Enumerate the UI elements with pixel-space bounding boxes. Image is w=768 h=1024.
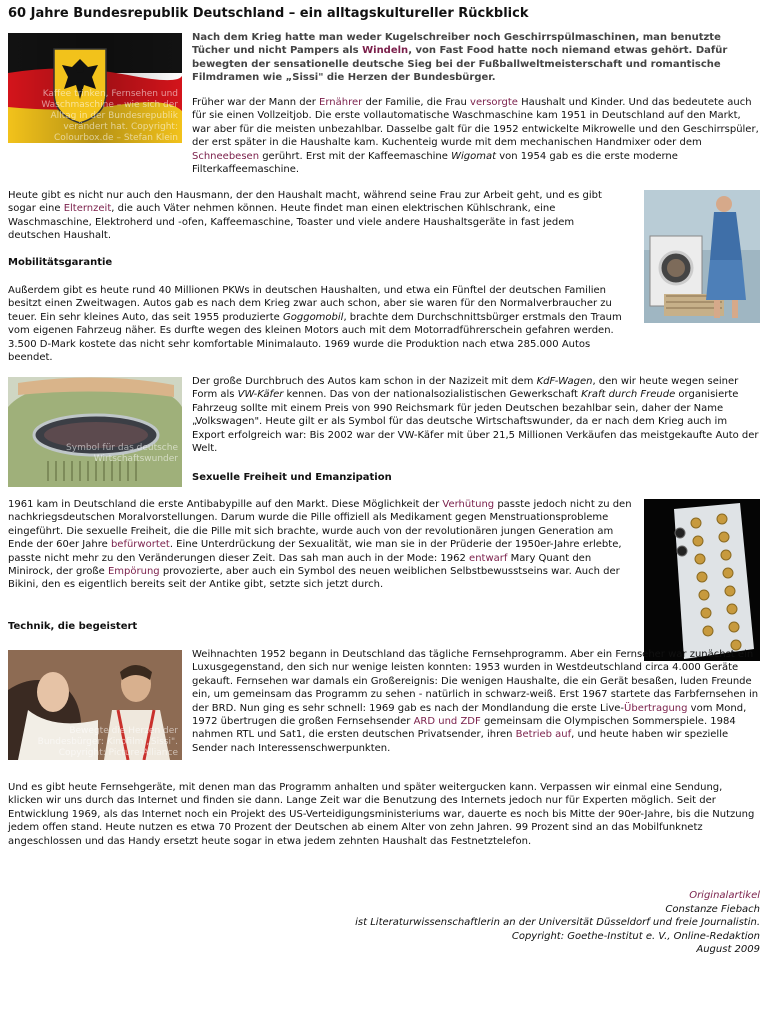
text-vw-kaefer: VW-Käfer: [237, 389, 284, 401]
link-windeln[interactable]: Windeln: [362, 45, 409, 57]
link-entwarf[interactable]: entwarf: [469, 552, 508, 564]
link-ard-zdf[interactable]: ARD und ZDF: [413, 716, 481, 728]
vw-beetle-image: [8, 377, 182, 487]
text-wigomat: Wigomat: [451, 150, 497, 162]
paragraph-frueher: [192, 96, 760, 176]
link-elternzeit[interactable]: Elternzeit: [63, 203, 112, 215]
text: , brachte dem Durchschnittsbürger erstmals den Traum vom eigenen Fahrzeug näher. Es durfte wegen des kleinen Motors auch mit dem Motorradführerschein gefahren werden. 3.500 D-Mark kostete das nicht sehr komfortable Minimalauto. 1969 wurde die Produktion nach etwa 285.000 Autos beendet.: [8, 311, 622, 364]
heading-tech: Technik, die begeistert: [8, 621, 138, 632]
text: vom Mond, 1972 übertrugen die großen Fernsehsender: [192, 702, 747, 728]
text: gerührt. Erst mit der Kaffeemaschine: [259, 150, 452, 162]
washing-machine-image: [644, 190, 760, 323]
text: , den wir heute wegen seiner Form als: [192, 376, 739, 401]
text: , und heute haben wir spezielle Sender nach Interessenschwerpunkten.: [192, 729, 729, 754]
paragraph-mobility-1: [8, 284, 628, 364]
flag-image: [8, 33, 182, 143]
paragraph-tech-2: [8, 781, 760, 848]
article-title: 60 Jahre Bundesrepublik Deutschland – ein alltagskultureller Rückblick: [8, 6, 529, 21]
text-kdf-wagen: KdF-Wagen: [536, 376, 593, 387]
pill-pack-graphic: [644, 499, 760, 661]
paragraph-heute: [8, 189, 628, 243]
author-name: Constanze Fiebach: [665, 903, 760, 915]
link-befuerwortet[interactable]: befürwortet: [110, 539, 170, 551]
text: passte jedoch nicht zu den nachkriegsdeutschen Moralvorstellungen. Darum wurde die Pille offiziell als Medikament gegen Menstruationsprobleme eingeführt. Die sexuelle Freiheit, die die Pille mit sich brachte, wurde auch von der revolutionären jungen Generation am Ende der 60er Jahre: [8, 499, 632, 551]
text-goggomobil: Goggomobil: [283, 311, 344, 323]
copyright: Copyright: Goethe-Institut e. V., Online-Redaktion: [511, 930, 760, 942]
text: 1961 kam in Deutschland die erste Antibabypille auf den Markt. Diese Möglichkeit der: [8, 499, 443, 510]
text: . Eine Unterdrückung der Sexualität, wie man sie in der Prüderie der 1950er-Jahre erlebte, passte nicht mehr zu den Veränderungen dieser Zeit. Das sah man auch in der Mode: 1962: [8, 539, 622, 564]
paragraph-freedom: [8, 498, 634, 592]
article-credits: [260, 889, 760, 957]
text: organisierte Fahrzeug sollte mit einem Preis von 990 Reichsmark für jeden Deutschen bezahlbar sein, daher der Name „Volkswagen". Heute gilt er als Symbol für das deutsche Wirtschaftswunder, da er nach dem Krieg auch im Export erfolgreich war: Bis 2002 war der VW-Käfer mit über 21,5 Millionen Verkäufen das meistgekaufte Auto der Welt.: [192, 389, 759, 455]
author-role: ist Literaturwissenschaftlerin an der Universität Düsseldorf und freie Journalistin.: [355, 917, 760, 929]
text-kraft-durch-freude: Kraft durch Freude: [581, 389, 676, 401]
link-ernaehrer[interactable]: Ernährer: [319, 97, 363, 108]
pill-pack-image: [644, 499, 760, 661]
flag-caption: Kaffee trinken, Fernsehen und Waschmaschine – wie sich der Alltag in der Bundesrepublik verändert hat. Copyright: Colourbox.de – Stefan Klein: [41, 89, 178, 143]
link-verhuetung[interactable]: Verhütung: [442, 499, 495, 510]
intro-text-a: Nach dem Krieg hatte man weder Kugelschreiber noch Geschirrspülmaschinen, man benutzte Tücher und nicht Pampers als: [192, 32, 721, 57]
heading-freedom: Sexuelle Freiheit und Emanzipation: [192, 472, 392, 483]
washing-machine-graphic: [644, 190, 760, 323]
text: gemeinsam die Olympischen Sommerspiele. 1984 nahmen RTL und Sat1, die ersten deutschen Privatsender, ihren: [192, 716, 736, 741]
text: der Familie, die Frau: [362, 97, 471, 108]
paragraph-mobility-2: [192, 375, 760, 455]
text: Und es gibt heute Fernsehgeräte, mit denen man das Programm anhalten und später weitergucken kann. Verpassen wir einmal eine Sendung, klicken wir uns durch das Internet und finden sie dann. Lange Zeit war die Benutzung des Internets jedoch nur für Experten möglich. Seit der Entwicklung 1969, als das Internet noch ein Projekt des US-Verteidigungsministeriums war, dauerte es noch bis Mitte der 90er-Jahre, bis die Nutzung jedem offen stand. Heute nutzen es etwa 70 Prozent der Deutschen ab einem Alter von zehn Jahren. 99 Prozent sind an das Mobilfunknetz angeschlossen und das Handy ersetzt heute sogar in etwa jedem zehnten Haushalt das Festnetztelefon.: [8, 782, 755, 847]
car-caption: Symbol für das deutsche Wirtschaftswunder: [66, 443, 178, 464]
publish-date: August 2009: [696, 944, 760, 956]
intro-text-b: , von Fast Food hatte noch niemand etwas gehört. Dafür bewegten der sensationelle deutsche Sieg bei der Fußballweltmeisterschaft und romantische Filmdramen wie „Sissi" die Herzen der Bundesbürger.: [192, 45, 728, 84]
link-empoerung[interactable]: Empörung: [107, 566, 160, 578]
text: Der große Durchbruch des Autos kam schon in der Nazizeit mit dem: [192, 376, 537, 387]
link-schneebesen[interactable]: Schneebesen: [192, 150, 260, 162]
link-uebertragung[interactable]: Übertragung: [624, 702, 688, 714]
text: Heute gibt es nicht nur auch den Hausmann, der den Haushalt macht, während seine Frau zur Arbeit geht, und es gibt sogar eine: [8, 190, 602, 215]
text: Haushalt und Kinder. Und das bedeutete auch für sie einen Vollzeitjob. Die erste vollautomatische Waschmaschine kam 1951 in Deutschland auf den Markt, war aber für die meisten unbezahlbar. Dasselbe galt für die 1952 entwickelte Mikrowelle und den Geschirrspüler, der erst später in die Haushalte kam. Kuchenteig wurde mit dem mechanischen Handmixer oder dem: [192, 97, 759, 149]
text: provozierte, aber auch ein Symbol des neuen weiblichen Selbstbewusstseins war. Auch der Bikini, den es eigentlich bereits seit der Antike gibt, setzte sich jetzt durch.: [8, 566, 620, 591]
link-betrieb-auf[interactable]: Betrieb auf: [515, 729, 572, 741]
text: Früher war der Mann der: [192, 97, 320, 108]
link-versorgte[interactable]: versorgte: [470, 97, 518, 108]
heading-mobility: Mobilitätsgarantie: [8, 257, 113, 268]
text: Außerdem gibt es heute rund 40 Millionen PKWs in deutschen Haushalten, und etwa ein Fünftel der deutschen Familien besitzt einen Zweitwagen. Autos gab es nach dem Krieg zwar auch schon, aber sie waren für den Normalverbraucher zu teuer. Ein sehr kleines Auto, das seit 1955 produzierte: [8, 285, 612, 323]
intro-paragraph: [192, 31, 760, 85]
sissi-film-image: [8, 650, 182, 760]
paragraph-tech-1: [192, 648, 760, 755]
text: von 1954 gab es die erste moderne Filterkaffeemaschine.: [192, 150, 678, 176]
vw-beetle-graphic: [8, 377, 182, 487]
text: Mary Quant den Minirock, der große: [8, 552, 592, 578]
text: kennen. Das von der nationalsozialistischen Gewerkschaft: [283, 389, 582, 401]
text: Weihnachten 1952 begann in Deutschland das tägliche Fernsehprogramm. Aber ein Fernseher war zunächst ein Luxusgegenstand, den sich nur wenige leisten konnten: 1953 wurden in Westdeutschland circa 4.000 Geräte gekauft. Fernsehen war damals ein Großereignis: Die wenigen Haushalte, die ein Gerät besaßen, luden Freunde ein, um gemeinsam das Programm zu sehen - natürlich in schwarz-weiß. Erst 1967 startete das Farbfernsehen in der BRD. Nun ging es sehr schnell: 1969 gab es nach der Mondlandung die erste Live-: [192, 649, 759, 714]
text: , die auch Väter nehmen können. Heute findet man einen elektrischen Kühlschrank, eine Waschmaschine, Elektroherd und -ofen, Kaffeemaschine, Toaster und viele andere Haushaltsgeräte in fast jedem deutschen Haushalt.: [8, 203, 575, 242]
sissi-caption: Bewegte die Herzen der Bundesbürger: Kinofilm „Sissi". Copyright: Picture-Alliance: [37, 726, 178, 758]
link-originalartikel[interactable]: Originalartikel: [689, 890, 760, 901]
